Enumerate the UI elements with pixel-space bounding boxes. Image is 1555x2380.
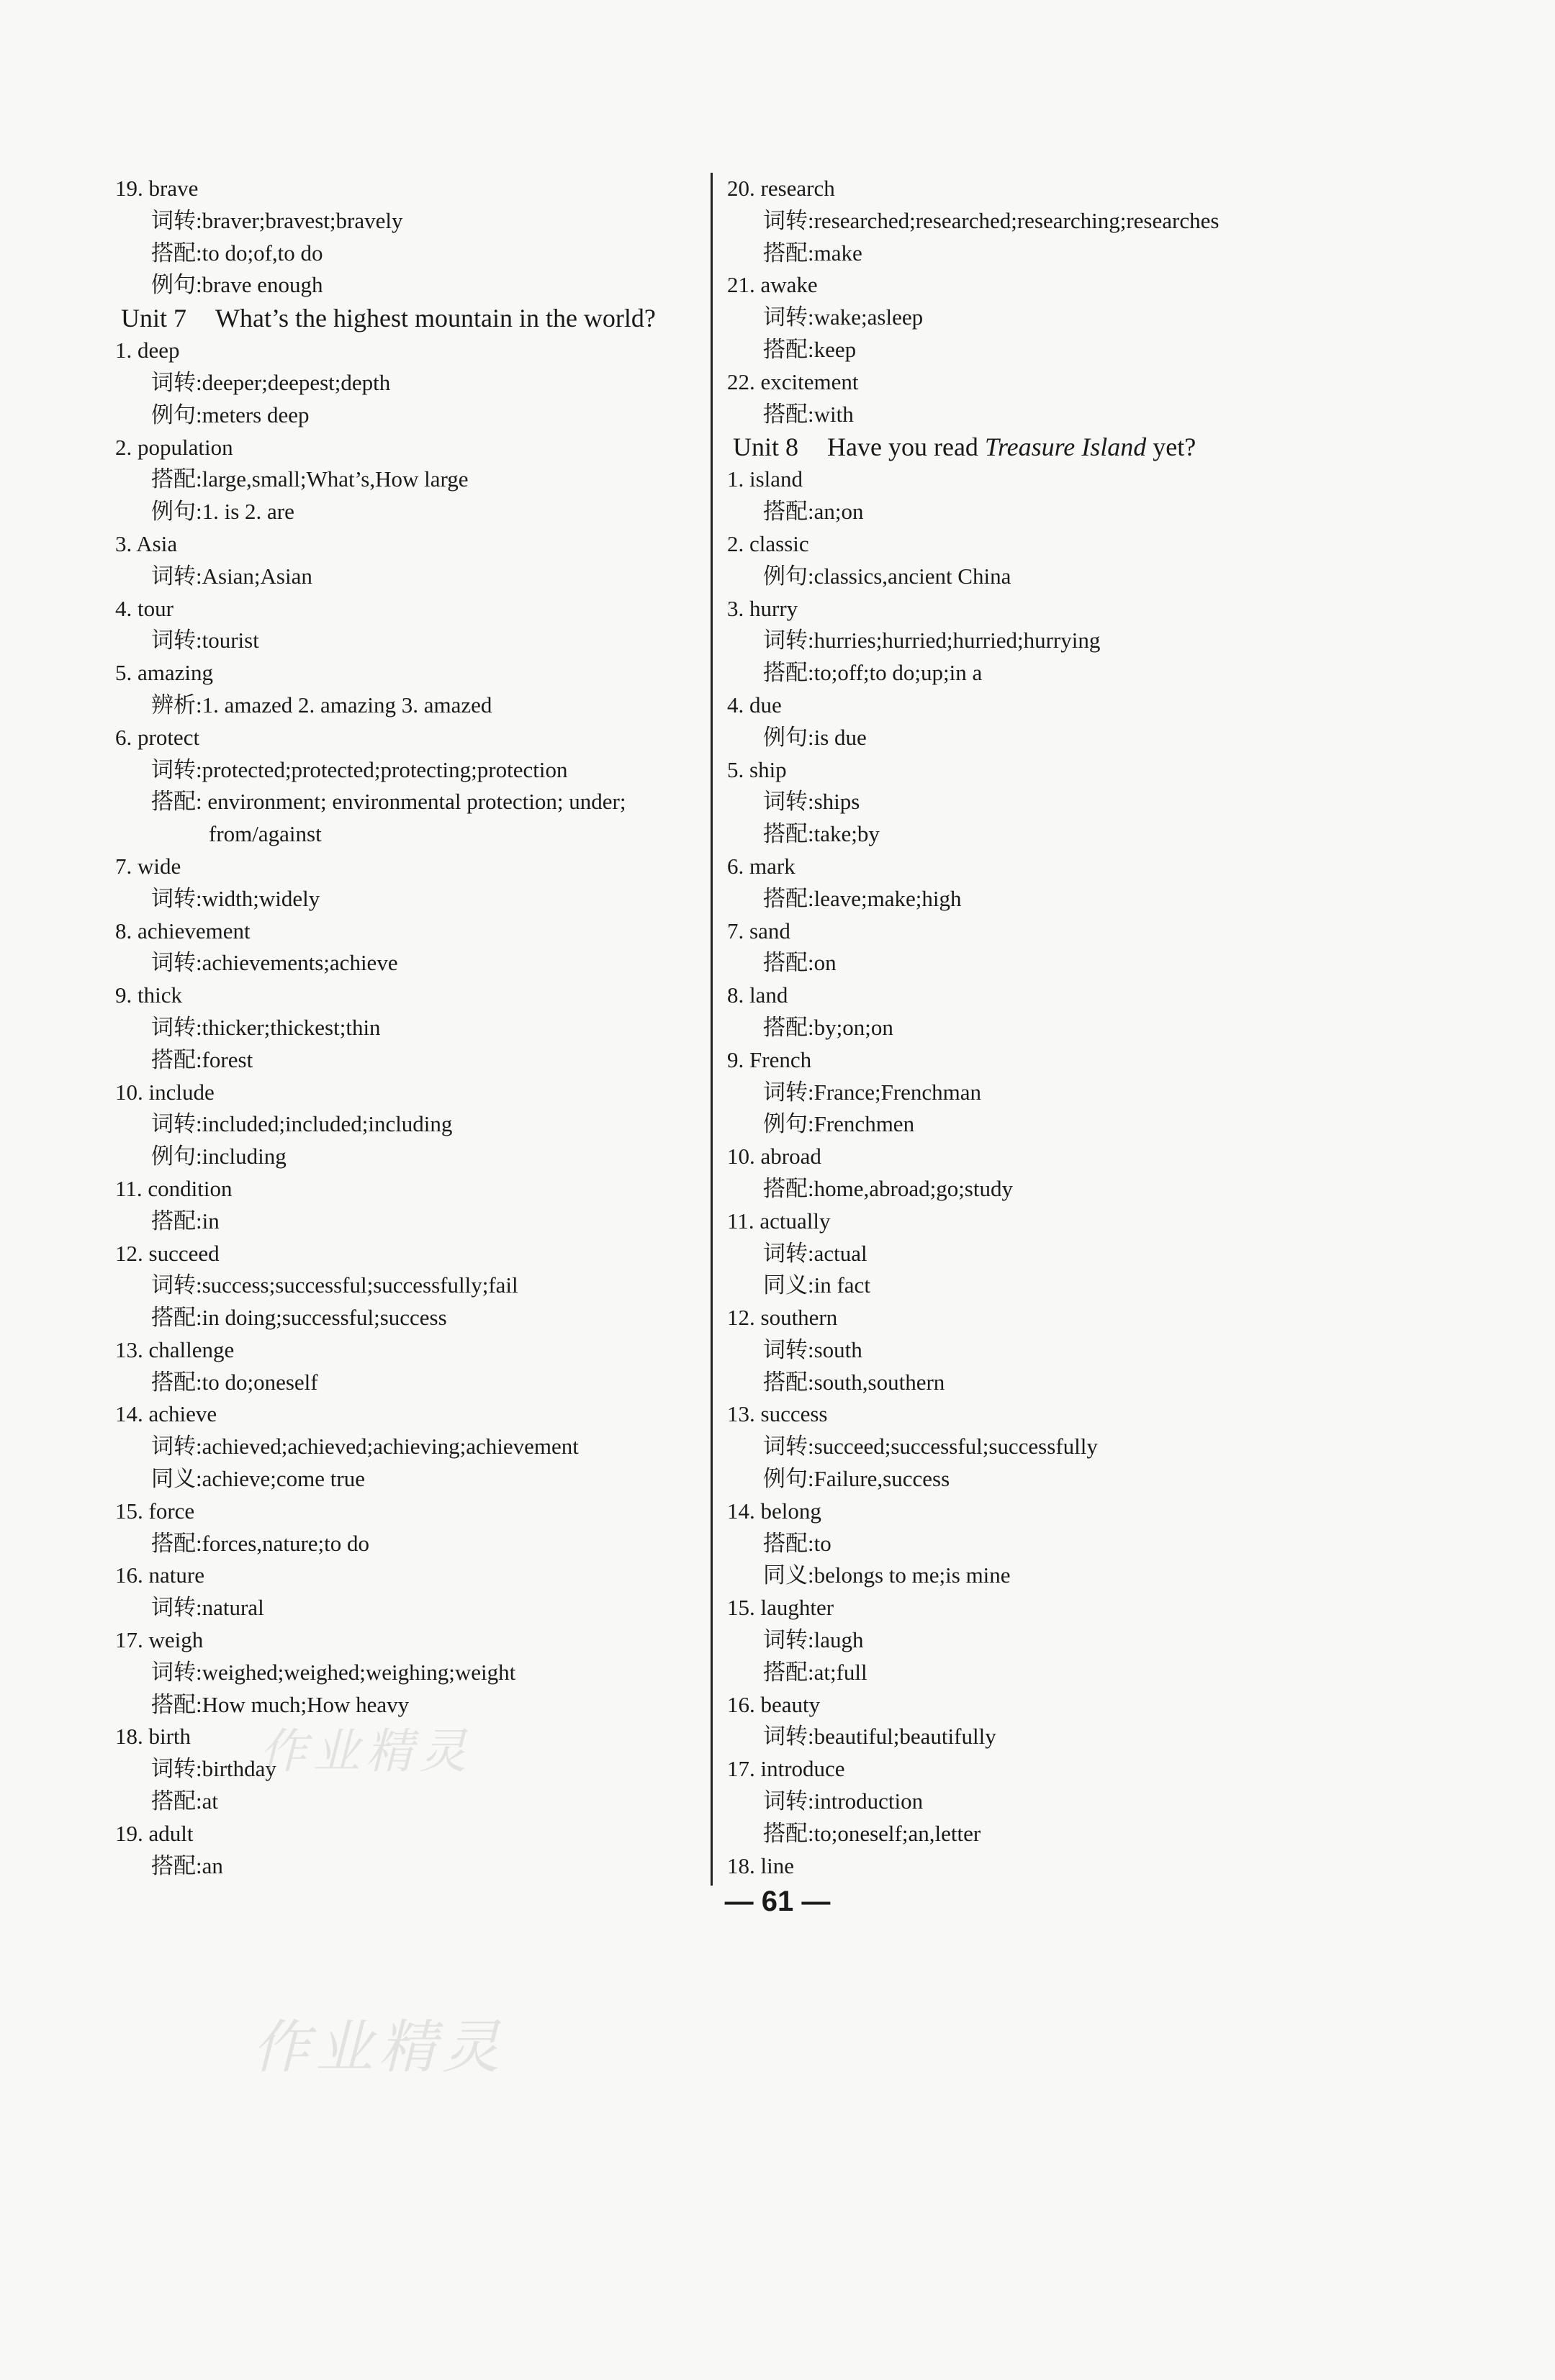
- entry-word: 7. sand: [727, 918, 790, 944]
- entry-word: 3. Asia: [115, 530, 178, 556]
- entry-detail: from/against: [209, 821, 322, 847]
- entry-detail: 词转:actual: [763, 1240, 867, 1266]
- left-column: [101, 173, 698, 1882]
- unit-number: Unit 8: [733, 433, 799, 462]
- entry-word: 6. mark: [727, 853, 795, 879]
- entry-detail: 词转:protected;protected;protecting;protection: [151, 756, 568, 782]
- entry-detail: 搭配:to: [763, 1530, 831, 1556]
- entry-detail: 搭配:at;full: [763, 1659, 867, 1685]
- entry-word: 15. laughter: [727, 1595, 834, 1621]
- entry-word: 15. force: [115, 1498, 195, 1524]
- entry-detail: 词转:tourist: [151, 628, 259, 653]
- entry-word: 4. tour: [115, 595, 173, 621]
- entry-word: 20. research: [727, 176, 835, 201]
- unit-title-part: Have you read: [827, 433, 985, 462]
- entry-detail: 例句:Frenchmen: [763, 1111, 915, 1137]
- entry-word: 6. protect: [115, 724, 200, 750]
- entry-detail: 搭配:forces,nature;to do: [151, 1530, 370, 1556]
- entry-word: 18. birth: [115, 1724, 191, 1750]
- entry-word: 12. southern: [727, 1305, 838, 1331]
- entry-word: 14. achieve: [115, 1401, 217, 1427]
- entry-detail: 例句:is due: [763, 724, 867, 750]
- unit-title-part: yet?: [1146, 433, 1196, 462]
- entry-word: 13. challenge: [115, 1336, 235, 1362]
- entry-detail: 搭配:make: [763, 240, 862, 266]
- entry-detail: 词转:succeed;successful;successfully: [763, 1434, 1098, 1460]
- entry-detail: 搭配:How much;How heavy: [151, 1691, 410, 1717]
- entry-detail: 辨析:1. amazed 2. amazing 3. amazed: [151, 692, 492, 718]
- entry-word: 1. island: [727, 466, 803, 492]
- entry-word: 22. excitement: [727, 368, 859, 394]
- unit-heading: [101, 302, 698, 335]
- entry-detail: 同义:achieve;come true: [151, 1466, 365, 1492]
- entry-detail: 词转:south: [763, 1336, 862, 1362]
- entry-detail: 词转:achieved;achieved;achieving;achievement: [151, 1434, 579, 1460]
- entry-detail: 搭配:an: [151, 1852, 223, 1878]
- entry-detail: 例句:1. is 2. are: [151, 499, 294, 525]
- entry-detail: 词转:birthday: [151, 1756, 276, 1782]
- unit-heading: [713, 430, 1346, 463]
- entry-detail: 词转:hurries;hurried;hurried;hurrying: [763, 628, 1101, 653]
- entry-detail: 词转:included;included;including: [151, 1111, 453, 1137]
- entry-detail: 词转:deeper;deepest;depth: [151, 369, 391, 395]
- entry-word: 19. brave: [115, 176, 199, 201]
- entry-word: 2. population: [115, 434, 233, 460]
- entry-word: 7. wide: [115, 853, 181, 879]
- entry-detail: 搭配:with: [763, 401, 854, 427]
- entry-word: 8. achievement: [115, 918, 251, 944]
- entry-word: 13. success: [727, 1401, 828, 1427]
- entry-word: 17. introduce: [727, 1756, 845, 1782]
- entry-detail: 词转:France;Frenchman: [763, 1079, 982, 1105]
- entry-detail: 词转:Asian;Asian: [151, 563, 312, 589]
- entry-detail: 搭配:leave;make;high: [763, 885, 962, 911]
- entry-word: 10. abroad: [727, 1144, 821, 1169]
- entry-detail: 搭配:take;by: [763, 821, 880, 847]
- entry-detail: 搭配:on: [763, 950, 837, 976]
- entry-word: 16. nature: [115, 1562, 204, 1588]
- entry-detail: 词转:success;successful;successfully;fail: [151, 1272, 518, 1298]
- entry-detail: 词转:achievements;achieve: [151, 950, 398, 976]
- entry-word: 11. condition: [115, 1175, 233, 1201]
- entry-detail: 搭配:to do;oneself: [151, 1369, 318, 1395]
- entry-detail: 搭配: environment; environmental protection; under;: [151, 789, 626, 815]
- unit-title-book: Treasure Island: [984, 433, 1147, 462]
- entry-detail: 搭配:to;oneself;an,letter: [763, 1820, 981, 1846]
- entry-word: 14. belong: [727, 1498, 821, 1524]
- entry-word: 17. weigh: [115, 1627, 204, 1653]
- watermark: 作业精灵: [259, 1724, 472, 1779]
- entry-detail: 搭配:by;on;on: [763, 1014, 893, 1040]
- entry-detail: 例句:meters deep: [151, 402, 310, 427]
- entry-detail: 搭配:south,southern: [763, 1369, 945, 1395]
- entry-word: 21. awake: [727, 272, 818, 298]
- entry-detail: 搭配:to do;of,to do: [151, 240, 323, 266]
- entry-word: 4. due: [727, 692, 782, 718]
- page-number: — 61 —: [724, 1886, 831, 1917]
- unit-title: What’s the highest mountain in the world?: [215, 304, 656, 333]
- entry-word: 12. succeed: [115, 1240, 220, 1266]
- unit-number: Unit 7: [121, 304, 187, 333]
- entry-detail: 例句:brave enough: [151, 272, 323, 298]
- entry-detail: 词转:width;widely: [151, 885, 320, 911]
- entry-detail: 词转:laugh: [763, 1627, 864, 1653]
- entry-detail: 词转:natural: [151, 1595, 264, 1621]
- watermark: 作业精灵: [252, 2014, 505, 2081]
- entry-word: 10. include: [115, 1079, 215, 1105]
- entry-word: 9. thick: [115, 982, 182, 1008]
- entry-word: 2. classic: [727, 530, 809, 556]
- entry-detail: 例句:classics,ancient China: [763, 563, 1011, 589]
- right-column: [713, 173, 1346, 1882]
- entry-detail: 词转:beautiful;beautifully: [763, 1724, 996, 1750]
- entry-word: 1. deep: [115, 338, 180, 363]
- entry-detail: 词转:wake;asleep: [763, 304, 924, 330]
- entry-detail: 搭配:large,small;What’s,How large: [151, 466, 469, 492]
- entry-word: 16. beauty: [727, 1691, 821, 1717]
- entry-detail: 词转:introduction: [763, 1788, 924, 1814]
- entry-detail: 搭配:in doing;successful;success: [151, 1305, 447, 1331]
- entry-detail: 词转:weighed;weighed;weighing;weight: [151, 1659, 516, 1685]
- entry-detail: 搭配:forest: [151, 1046, 253, 1072]
- entry-detail: 搭配:keep: [763, 336, 857, 362]
- entry-detail: 搭配:to;off;to do;up;in a: [763, 660, 983, 686]
- entry-word: 18. line: [727, 1852, 794, 1878]
- entry-detail: 词转:thicker;thickest;thin: [151, 1014, 381, 1040]
- entry-detail: 词转:braver;bravest;bravely: [151, 207, 403, 233]
- entry-word: 9. French: [727, 1046, 812, 1072]
- entry-word: 8. land: [727, 982, 788, 1008]
- entry-word: 19. adult: [115, 1820, 194, 1846]
- entry-detail: 词转:researched;researched;researching;researches: [763, 207, 1220, 233]
- entry-word: 5. ship: [727, 756, 787, 782]
- entry-detail: 同义:belongs to me;is mine: [763, 1562, 1011, 1588]
- entry-detail: 同义:in fact: [763, 1272, 870, 1298]
- entry-detail: 例句:including: [151, 1144, 287, 1169]
- entry-word: 11. actually: [727, 1208, 831, 1234]
- entry-detail: 搭配:an;on: [763, 499, 864, 525]
- entry-word: 5. amazing: [115, 660, 214, 686]
- entry-detail: 例句:Failure,success: [763, 1466, 950, 1492]
- entry-detail: 搭配:at: [151, 1788, 218, 1814]
- entry-detail: 词转:ships: [763, 789, 860, 815]
- entry-detail: 搭配:home,abroad;go;study: [763, 1175, 1013, 1201]
- entry-word: 3. hurry: [727, 595, 798, 621]
- entry-detail: 搭配:in: [151, 1208, 220, 1234]
